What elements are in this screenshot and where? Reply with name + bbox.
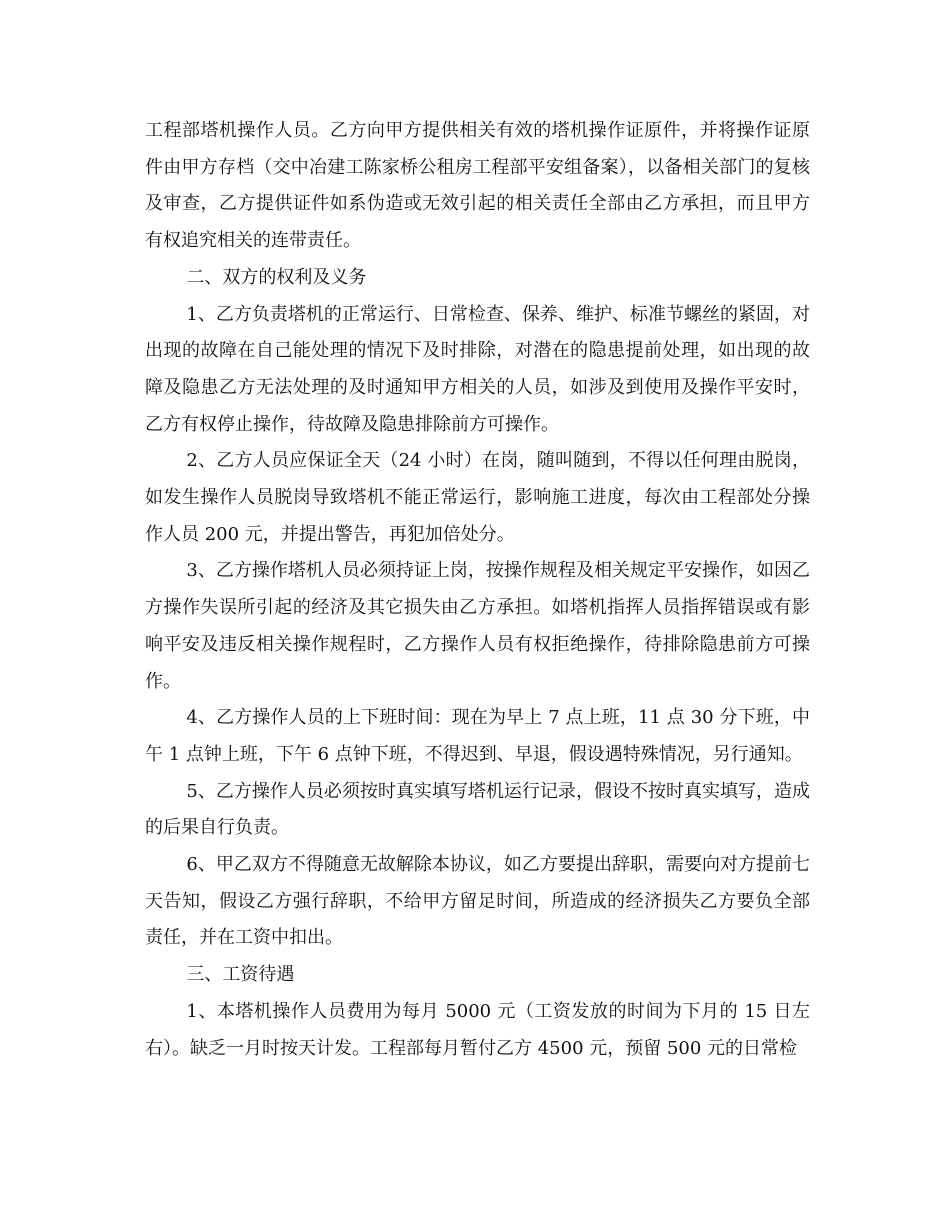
clause-2-6-termination: 6、甲乙双方不得随意无故解除本协议，如乙方要提出辞职，需要向对方提前七天告知，假设乙方强行辞职，不给甲方留足时间，所造成的经济损失乙方要负全部责任，并在工资中扣出。 [145,854,810,949]
paragraph-qualification-continued: 工程部塔机操作人员。乙方向甲方提供相关有效的塔机操作证原件，并将操作证原件由甲方存档（交中冶建工陈家桥公租房工程部平安组备案），以备相关部门的复核及审查，乙方提供证件如系伪造或无效引起的相关责任全部由乙方承担，而且甲方有权追究相关的连带责任。 [145,120,810,252]
clause-2-4-working-hours: 4、乙方操作人员的上下班时间：现在为早上 7 点上班，11 点 30 分下班，中午 1 点钟上班，下午 6 点钟下班，不得迟到、早退，假设遇特殊情况，另行通知。 [145,707,810,765]
clause-2-3-certified-operation: 3、乙方操作塔机人员必须持证上岗，按操作规程及相关规定平安操作，如因乙方操作失误所引起的经济及其它损失由乙方承担。如塔机指挥人员指挥错误或有影响平安及违反相关操作规程时，乙方操作人员有权拒绝操作，待排除隐患前方可操作。 [145,560,810,692]
clause-2-5-operation-records: 5、乙方操作人员必须按时真实填写塔机运行记录，假设不按时真实填写，造成的后果自行负责。 [145,780,810,839]
clause-2-1-maintenance: 1、乙方负责塔机的正常运行、日常检查、保养、维护、标准节螺丝的紧固，对出现的故障在自己能处理的情况下及时排除，对潜在的隐患提前处理，如出现的故障及隐患乙方无法处理的及时通知甲方相关的人员，如涉及到使用及操作平安时，乙方有权停止操作，待故障及隐患排除前方可操作。 [145,303,810,435]
clause-3-1-salary: 1、本塔机操作人员费用为每月 5000 元（工资发放的时间为下月的 15 日左右）。缺乏一月时按天计发。工程部每月暂付乙方 4500 元，预留 500 元的日常检 [145,1000,810,1059]
clause-2-2-on-duty: 2、乙方人员应保证全天（24 小时）在岗，随叫随到，不得以任何理由脱岗，如发生操作人员脱岗导致塔机不能正常运行，影响施工进度，每次由工程部处分操作人员 200 元，并提出警告，再犯加倍处分。 [145,450,810,545]
section-heading-rights-obligations: 二、双方的权利及义务 [186,266,367,288]
document-body [145,113,810,1067]
section-heading-salary: 三、工资待遇 [186,964,295,986]
